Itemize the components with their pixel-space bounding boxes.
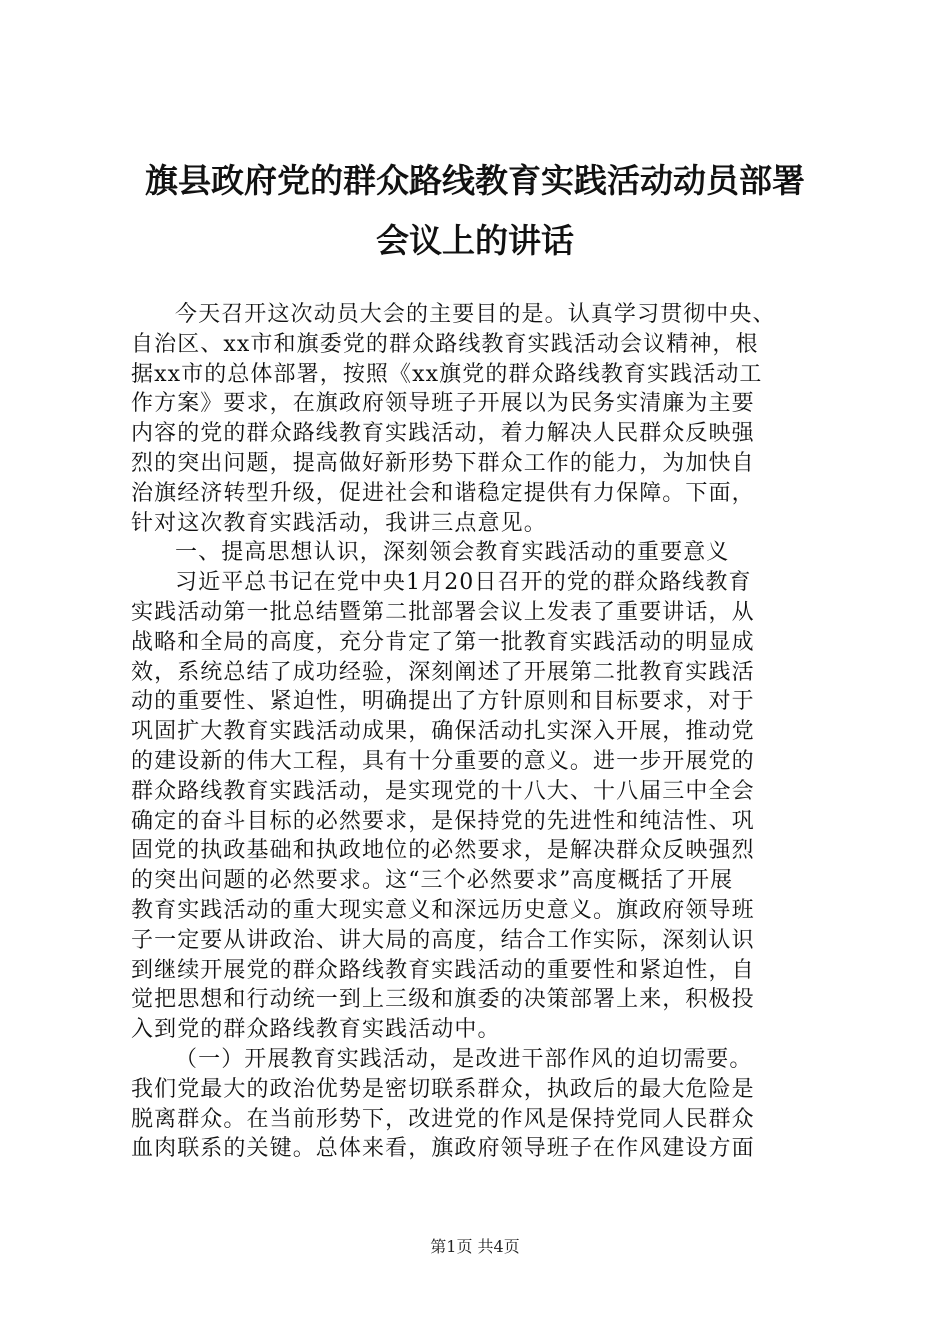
body-line: 入到党的群众路线教育实践活动中。	[131, 1017, 501, 1043]
page-footer	[0, 1237, 950, 1257]
body-line: 到继续开展党的群众路线教育实践活动的重要性和紧迫性，自	[131, 957, 755, 983]
document-title-line-1: 旗县政府党的群众路线教育实践活动动员部署	[145, 161, 805, 200]
body-line: 治旗经济转型升级，促进社会和谐稳定提供有力保障。下面，	[131, 480, 755, 506]
body-line: 习近平总书记在党中央1月20日召开的党的群众路线教育	[175, 570, 752, 596]
body-line: 今天召开这次动员大会的主要目的是。认真学习贯彻中央、	[175, 302, 776, 327]
body-line: 实践活动第一批总结暨第二批部署会议上发表了重要讲话，从	[131, 599, 755, 625]
page-total: 共4页	[477, 1237, 520, 1256]
body-line: 的突出问题的必然要求。这“三个必然要求”高度概括了开展	[131, 868, 734, 894]
document-title-line-2: 会议上的讲话	[376, 221, 574, 260]
body-line: 动的重要性、紧迫性，明确提出了方针原则和目标要求，对于	[131, 689, 755, 715]
body-line: 自治区、xx市和旗委党的群众路线教育实践活动会议精神，根	[131, 331, 759, 357]
body-line: 我们党最大的政治优势是密切联系群众，执政后的最大危险是	[131, 1076, 755, 1102]
body-line: 脱离群众。在当前形势下，改进党的作风是保持党同人民群众	[131, 1106, 755, 1132]
body-line: 烈的突出问题，提高做好新形势下群众工作的能力，为加快自	[131, 450, 755, 476]
body-line: 血肉联系的关键。总体来看，旗政府领导班子在作风建设方面	[131, 1136, 755, 1162]
body-line: 觉把思想和行动统一到上三级和旗委的决策部署上来，积极投	[131, 987, 755, 1013]
body-line: 巩固扩大教育实践活动成果，确保活动扎实深入开展，推动党	[131, 719, 755, 745]
body-line: 的建设新的伟大工程，具有十分重要的意义。进一步开展党的	[131, 748, 755, 774]
body-line: 据xx市的总体部署，按照《xx旗党的群众路线教育实践活动工	[131, 361, 763, 387]
body-line: 确定的奋斗目标的必然要求，是保持党的先进性和纯洁性、巩	[131, 808, 755, 834]
body-line: 战略和全局的高度，充分肯定了第一批教育实践活动的明显成	[131, 629, 755, 655]
subsection-heading: （一）开展教育实践活动，是改进干部作风的迫切需要。	[175, 1046, 753, 1072]
body-line: 群众路线教育实践活动，是实现党的十八大、十八届三中全会	[131, 778, 755, 804]
body-line: 教育实践活动的重大现实意义和深远历史意义。旗政府领导班	[131, 897, 755, 923]
body-line: 固党的执政基础和执政地位的必然要求，是解决群众反映强烈	[131, 838, 755, 864]
section-heading: 一、提高思想认识，深刻领会教育实践活动的重要意义	[175, 540, 730, 566]
body-line: 针对这次教育实践活动，我讲三点意见。	[131, 510, 547, 536]
body-line: 子一定要从讲政治、讲大局的高度，结合工作实际，深刻认识	[131, 927, 755, 953]
body-line: 作方案》要求，在旗政府领导班子开展以为民务实清廉为主要	[131, 391, 755, 417]
body-line: 内容的党的群众路线教育实践活动，着力解决人民群众反映强	[131, 421, 755, 447]
document-body	[131, 300, 831, 1164]
page-number: 第1页	[430, 1237, 473, 1256]
body-line: 效，系统总结了成功经验，深刻阐述了开展第二批教育实践活	[131, 659, 755, 685]
